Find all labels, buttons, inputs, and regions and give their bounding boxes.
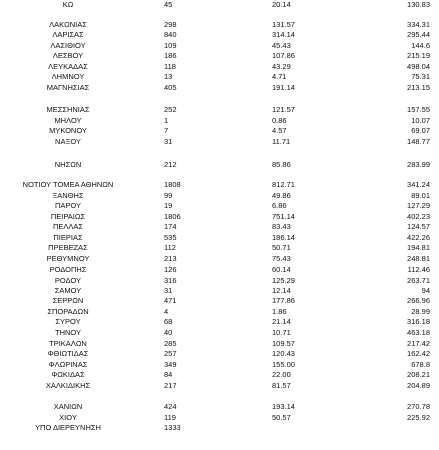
value-b-cell: 10.07: [411, 116, 430, 125]
value-a-cell: 4.71: [272, 72, 287, 81]
table-row: [0, 317, 439, 327]
cases-cell: 316: [164, 276, 177, 285]
value-a-cell: 50.57: [272, 413, 291, 422]
cases-cell: 126: [164, 265, 177, 274]
value-a-cell: 22.00: [272, 370, 291, 379]
cases-cell: 99: [164, 191, 173, 200]
cases-cell: 212: [164, 160, 177, 169]
value-a-cell: 109.57: [272, 339, 295, 348]
cases-cell: 186: [164, 51, 177, 60]
value-b-cell: 463.18: [407, 328, 430, 337]
value-a-cell: 11.71: [272, 137, 291, 146]
region-name: ΞΑΝΘΗΣ: [52, 191, 84, 200]
region-name: ΝΗΣΩΝ: [54, 160, 82, 169]
cases-cell: 31: [164, 286, 173, 295]
value-a-cell: 107.86: [272, 51, 295, 60]
table-row: [0, 381, 439, 391]
region-name: ΜΗΛΟΥ: [54, 116, 82, 125]
cases-cell: 118: [164, 62, 176, 71]
value-a-cell: 60.14: [272, 265, 291, 274]
cases-cell: 213: [164, 254, 177, 263]
table-row: [0, 307, 439, 317]
cases-cell: 840: [164, 30, 177, 39]
value-b-cell: 148.77: [407, 137, 430, 146]
table-row: [0, 62, 439, 72]
value-b-cell: 94: [421, 286, 430, 295]
cases-cell: 31: [164, 137, 173, 146]
table-row: [0, 126, 439, 136]
value-b-cell: 89.01: [411, 191, 430, 200]
value-a-cell: 131.57: [272, 20, 295, 29]
table-row: [0, 83, 439, 93]
value-a-cell: 45.43: [272, 41, 291, 50]
region-name: ΧΑΝΙΩΝ: [53, 402, 83, 411]
table-row: [0, 286, 439, 296]
cases-cell: 4: [164, 307, 169, 316]
value-a-cell: 193.14: [272, 402, 295, 411]
cases-cell: 109: [164, 41, 177, 50]
region-name: ΠΑΡΟΥ: [54, 201, 81, 210]
region-name: ΛΕΥΚΑΔΑΣ: [48, 62, 88, 71]
region-name: ΛΑΡΙΣΑΣ: [52, 30, 84, 39]
region-name: ΠΙΕΡΙΑΣ: [53, 233, 83, 242]
value-b-cell: 208.21: [407, 370, 430, 379]
value-a-cell: 50.71: [272, 243, 291, 252]
value-a-cell: 83.43: [272, 222, 291, 231]
value-b-cell: 225.92: [407, 413, 430, 422]
region-name: ΡΟΔΟΠΗΣ: [49, 265, 87, 274]
value-a-cell: 155.00: [272, 360, 295, 369]
cases-cell: 112: [164, 243, 176, 252]
value-a-cell: 49.86: [272, 191, 291, 200]
value-a-cell: 751.14: [272, 212, 295, 221]
region-name: ΥΠΟ ΔΙΕΡΕΥΝΗΣΗ: [35, 423, 101, 432]
value-b-cell: 248.81: [407, 254, 430, 263]
value-a-cell: 43.29: [272, 62, 291, 71]
region-name: ΛΑΣΙΘΙΟΥ: [50, 41, 86, 50]
region-name: ΦΩΚΙΔΑΣ: [51, 370, 85, 379]
region-name: ΣΑΜΟΥ: [54, 286, 82, 295]
table-row: [0, 276, 439, 286]
value-a-cell: 121.57: [272, 105, 295, 114]
table-row: [0, 30, 439, 40]
value-b-cell: 402.23: [407, 212, 430, 221]
cases-cell: 119: [164, 413, 176, 422]
cases-cell: 257: [164, 349, 177, 358]
table-row: [0, 222, 439, 232]
cases-cell: 1: [164, 116, 169, 125]
table-row: [0, 233, 439, 243]
value-a-cell: 0.86: [272, 116, 287, 125]
value-a-cell: 81.57: [272, 381, 291, 390]
value-b-cell: 69.07: [411, 126, 430, 135]
region-name: ΣΥΡΟΥ: [55, 317, 81, 326]
table-row: [0, 413, 439, 423]
value-a-cell: [272, 423, 312, 433]
table-row: [0, 116, 439, 126]
table-row: [0, 51, 439, 61]
cases-cell: 252: [164, 105, 177, 114]
value-a-cell: 186.14: [272, 233, 295, 242]
value-b-cell: 215.19: [407, 51, 430, 60]
value-b-cell: 295.44: [407, 30, 430, 39]
value-b-cell: 194.81: [407, 243, 430, 252]
table-row: [0, 0, 439, 10]
value-b-cell: 127.29: [407, 201, 430, 210]
region-name: ΛΗΜΝΟΥ: [51, 72, 85, 81]
value-a-cell: 10.71: [272, 328, 291, 337]
cases-cell: 40: [164, 328, 173, 337]
region-name: ΜΑΓΝΗΣΙΑΣ: [46, 83, 90, 92]
table-row: [0, 212, 439, 222]
table-row: [0, 243, 439, 253]
cases-cell: 349: [164, 360, 177, 369]
value-b-cell: 144.6: [411, 41, 430, 50]
value-a-cell: 314.14: [272, 30, 295, 39]
region-name: ΦΘΙΩΤΙΔΑΣ: [47, 349, 89, 358]
value-b-cell: 422.26: [407, 233, 430, 242]
cases-cell: 45: [164, 0, 173, 9]
cases-cell: 68: [164, 317, 173, 326]
value-a-cell: 21.14: [272, 317, 291, 326]
value-b-cell: 130.83: [407, 0, 430, 9]
cases-cell: 471: [164, 296, 177, 305]
table-row: [0, 180, 439, 190]
value-b-cell: 498.04: [407, 62, 430, 71]
value-b-cell: 213.15: [407, 83, 430, 92]
value-b-cell: 217.42: [407, 339, 430, 348]
table-row: [0, 72, 439, 82]
value-a-cell: 125.29: [272, 276, 295, 285]
table-row: [0, 137, 439, 147]
value-b-cell: 316.18: [407, 317, 430, 326]
region-name: ΜΥΚΟΝΟΥ: [49, 126, 87, 135]
value-b-cell: 341.24: [407, 180, 430, 189]
value-a-cell: 20.14: [272, 0, 291, 9]
table-row: [0, 349, 439, 359]
cases-cell: 424: [164, 402, 177, 411]
region-name: ΛΑΚΩΝΙΑΣ: [49, 20, 87, 29]
value-b-cell: 263.71: [407, 276, 430, 285]
table-row: [0, 339, 439, 349]
value-a-cell: 177.86: [272, 296, 295, 305]
table-row: [0, 201, 439, 211]
region-name: ΝΟΤΙΟΥ ΤΟΜΕΑ ΑΘΗΝΩΝ: [22, 180, 114, 189]
value-a-cell: 812.71: [272, 180, 295, 189]
cases-cell: 405: [164, 83, 177, 92]
region-name: ΠΕΛΛΑΣ: [52, 222, 84, 231]
table-row: [0, 328, 439, 338]
table-row: [0, 254, 439, 264]
region-name: ΦΛΩΡΙΝΑΣ: [48, 360, 88, 369]
cases-cell: 13: [164, 72, 173, 81]
cases-cell: 7: [164, 126, 169, 135]
value-a-cell: 1.86: [272, 307, 287, 316]
region-name: ΠΡΕΒΕΖΑΣ: [48, 243, 88, 252]
value-a-cell: 75.43: [272, 254, 291, 263]
value-a-cell: 85.86: [272, 160, 291, 169]
region-name: ΤΗΝΟΥ: [54, 328, 81, 337]
table-row: [0, 360, 439, 370]
value-b-cell: 678.8: [411, 360, 430, 369]
table-row: [0, 296, 439, 306]
value-a-cell: 191.14: [272, 83, 295, 92]
region-name: ΠΕΙΡΑΙΩΣ: [50, 212, 86, 221]
value-b-cell: 162.42: [407, 349, 430, 358]
region-name: ΡΟΔΟΥ: [54, 276, 82, 285]
value-a-cell: 4.57: [272, 126, 287, 135]
region-name: ΜΕΣΣΗΝΙΑΣ: [46, 105, 90, 114]
cases-cell: 217: [164, 381, 177, 390]
region-name: ΧΙΟΥ: [59, 413, 77, 422]
value-a-cell: 120.43: [272, 349, 295, 358]
value-b-cell: 334.31: [407, 20, 430, 29]
region-name: ΛΕΣΒΟΥ: [52, 51, 84, 60]
region-name: ΡΕΘΥΜΝΟΥ: [46, 254, 90, 263]
region-name: ΚΩ: [62, 0, 74, 9]
cases-cell: 19: [164, 201, 173, 210]
table-row: [0, 370, 439, 380]
table-row: [0, 423, 439, 433]
cases-cell: 1806: [164, 212, 181, 221]
cases-cell: 285: [164, 339, 177, 348]
cases-cell: 84: [164, 370, 173, 379]
value-a-cell: 6.86: [272, 201, 287, 210]
value-b-cell: 283.99: [407, 160, 430, 169]
cases-cell: 1333: [164, 423, 181, 432]
cases-cell: 174: [164, 222, 177, 231]
region-name: ΝΑΞΟΥ: [55, 137, 81, 146]
table-row: [0, 20, 439, 30]
value-b-cell: [380, 423, 430, 433]
value-a-cell: 12.14: [272, 286, 291, 295]
value-b-cell: 270.78: [407, 402, 430, 411]
value-b-cell: 124.57: [407, 222, 430, 231]
cases-cell: 298: [164, 20, 177, 29]
region-name: ΤΡΙΚΑΛΩΝ: [49, 339, 87, 348]
table-row: [0, 105, 439, 115]
table-row: [0, 41, 439, 51]
cases-cell: 1808: [164, 180, 181, 189]
value-b-cell: 204.89: [407, 381, 430, 390]
value-b-cell: 75.31: [411, 72, 430, 81]
table-row: [0, 402, 439, 412]
region-name: ΣΕΡΡΩΝ: [52, 296, 84, 305]
table-row: [0, 160, 439, 170]
value-b-cell: 266.96: [407, 296, 430, 305]
cases-cell: 535: [164, 233, 177, 242]
region-name: ΣΠΟΡΑΔΩΝ: [47, 307, 89, 316]
region-name: ΧΑΛΚΙΔΙΚΗΣ: [45, 381, 91, 390]
value-b-cell: 28.99: [411, 307, 430, 316]
value-b-cell: 112.46: [407, 265, 430, 274]
value-b-cell: 157.55: [407, 105, 430, 114]
table-row: [0, 265, 439, 275]
table-row: [0, 191, 439, 201]
